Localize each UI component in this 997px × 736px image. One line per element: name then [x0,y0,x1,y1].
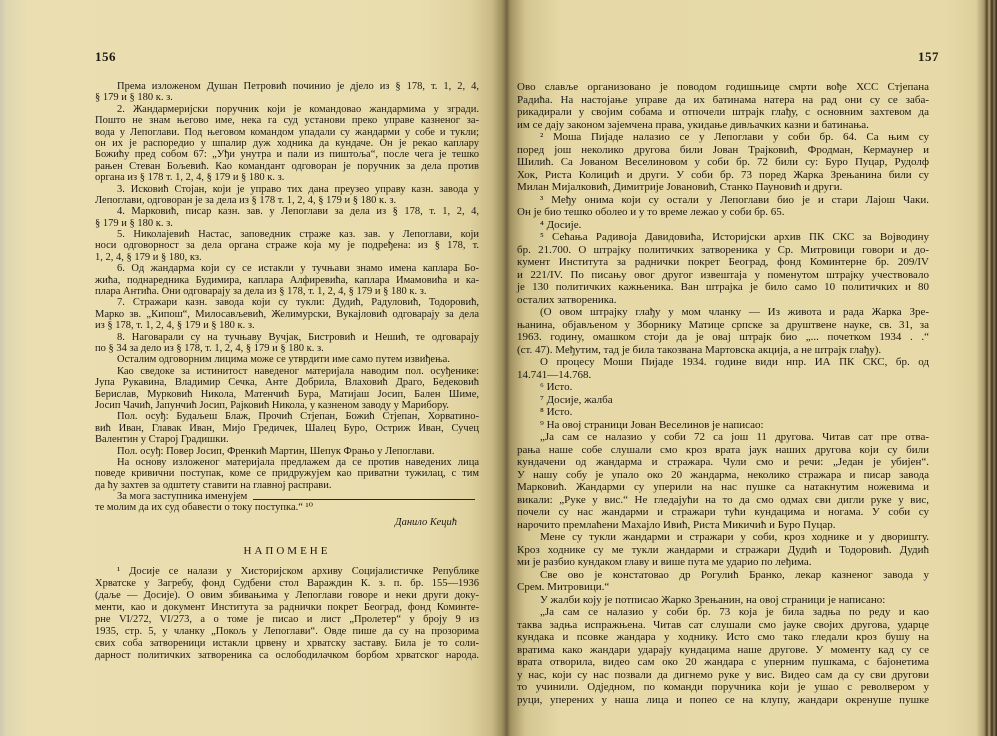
text-line: Кроз ходнике су ме тукли жандарми и стражари Дудић и Тодоровић. Дудић [517,543,929,556]
text-line: Милан Мијалковић, Димитрије Јовановић, Станко Пауновић и други. [517,181,843,193]
page-number: 157 [918,49,939,64]
text-line: осталих затвореника. [517,293,617,306]
paragraph [517,419,929,432]
blank-rule [253,499,475,500]
paragraph [95,446,479,457]
text-line: ⁵ Сећања Радивоја Давидовића, Историјски архив ПК СКС за Војводину [540,231,929,243]
text-line: „Ја сам се налазио у соби 72 са још 11 другова. Читав сат пре отва- [540,431,929,443]
text-line: 1935, стр. 5, у чланку „Покољ у Лепоглави“. Овде пише да су на прозорима [95,626,479,637]
text-line: Мене су тукли жандарми и стражари у соби, кроз ходнике и у дворишту. [540,531,929,543]
text-line: § 179 и § 180 к. з. [95,217,173,229]
text-line: рикадирали у својим собама и отпочели штрајк глађу, с основним захтевом да [517,106,929,118]
text-line: Пол. осуђ: Повер Јосип, Френкић Мартин, Шепук Фрањо у Лепоглави. [117,445,435,457]
paragraph [517,231,929,306]
text-line: таква задња испражњена. Читав сат слушали смо јауке својих другова, ударце [517,618,929,631]
text-line: Као сведоке за истинитост наведеног материјала наводим пол. осуђенике: [117,365,479,377]
text-line: је 130 политичких кажњеника. Ван штрајка је било само 10 политичких и 80 [517,281,929,293]
paragraph [517,356,929,381]
text-line: бр. 21.700. О штрајку политичких затвореника у Ср. Митровици говори и до- [517,243,929,256]
page-number: 156 [95,49,116,64]
paragraph [517,606,929,706]
text-line: из § 178, т. 1, 2, 4, § 179 и § 180 к. з. [95,320,255,332]
closing-block [95,491,479,529]
text-line: поведе кривични поступак, коме се придружујем као приватни тужилац, с тим [95,468,479,480]
paragraph [517,219,929,232]
text-line: 3. Исковић Стојан, који је управо тих дана преузео управу казн. завода у [117,183,479,195]
text-line: кундака и псовке жандара у ходнику. Исто смо тако гледали кроз бушу на [517,631,929,643]
text-line: ми је разбио кундаком главу и више пута ме ударио по леђима. [517,556,812,568]
closing-line-text: те молим да их суд обавести о току поступка.“ ¹⁰ [95,502,313,514]
right-page [506,0,997,736]
text-line: Према изложеном Душан Петровић починио је дјело из § 178, т. 1, 2, 4, [117,81,479,92]
paragraph [95,366,479,412]
text-line: рањен Стеван Бољевић. Као командант одговоран је поручник за дела против [95,160,479,172]
text-line: њанина, објављеном у Зборнику Матице српске за друштвене науке, св. 31, за [517,318,929,331]
paragraph [95,411,479,445]
text-line: нарочито премлаћени Махајло Ивић, Риста Микичић и Буро Пуцар. [517,518,836,531]
text-line: ⁹ На овој страници Јован Веселинов је написао: [540,418,764,431]
text-line: Берислав, Мурковић Никола, Матенчић Бура, Матијаш Јосип, Бален Шиме, [95,388,479,400]
text-line: по § 34 за дело из § 178, т. 1, 2, 4, § 179 и § 180 к. з. [95,342,324,354]
text-line: 14.741—14.768. [517,368,592,381]
text-line: 5. Николајевић Настас, заповедник страже каз. зав. у Лепоглави, који [117,229,479,241]
text-line: ⁸ Исто. [540,406,573,418]
paragraph [95,81,479,104]
text-line: ³ Међу онима који су остали у Лепоглави био је и стари Лајош Чаки. [540,193,929,206]
text-line: Срем. Митровици.“ [517,581,610,593]
footnotes-continued [517,81,929,706]
paragraph [517,131,929,194]
text-line: Хок, Риста Колицић и други. У соби бр. 73 поред Жарка Зрењанина били су [517,168,929,181]
paragraph [95,104,479,184]
text-line: „Ја сам се налазио у соби бр. 73 која је била задња по реду и као [540,606,929,618]
text-line: (ст. 47). Међутим, тад је била такозвана Мартовска акција, а не штрајк глађу). [517,343,882,356]
text-line: 1, 2, 4, § 179 и § 180, кз. [95,251,202,263]
text-line: рања наше собе слушали смо кроз врата јаук наших другова који су били [517,443,929,456]
text-line: менти, као и документ Института за раднички покрет Београд, фонд Коминте- [95,602,479,613]
text-line: то учинили. Одједном, по команди поручника који је ушао с револвером у [517,681,929,693]
text-line: 7. Стражари казн. завода који су тукли: Дудић, Радуловић, Тодоровић, [117,297,479,309]
text-line: да ћу захтев за одштету ставити на главној расправи. [95,479,332,491]
paragraph [95,332,479,355]
text-line: У жалби коју је потписао Жарко Зрењанин, на овој страници је написано: [540,593,886,606]
text-line: О процесу Моши Пијаде 1934. године види нпр. ИА ПК СКС, бр. од [540,356,929,368]
text-line: вратима како жандари ударају кундацима наше другове. У моменту кад су се [517,643,929,656]
text-line: Валентин у Старој Градишки. [95,434,229,446]
paragraph [517,569,929,594]
closing-line-text: За мога заступника именујем [117,491,248,503]
text-line: Ово славље организовано је поводом годишњице смрти вође ХСС Стјепана [517,81,929,93]
paragraph [517,81,929,131]
paragraph [517,194,929,219]
text-line: Марко зв. „Кипош“, Милосављевић, Желимурски, Вукајловић одговарају за дела [95,308,479,320]
text-line: им се дају законом зајемчена права, укидање дивљачких казни и батинања. [517,118,869,131]
text-line: носи одговорност за дела органа страже која му је подређена: из § 178, т. [95,240,479,252]
text-line: поред још неколико другова били Јован Трајковић, Фродман, Кермаунер и [517,143,929,156]
paragraph [517,431,929,531]
text-line: врата отворила, видео сам око 20 жандара с уперним пушкама, с бајонетима [517,656,929,668]
text-line: ⁴ Досије. [540,218,582,231]
text-line: руци, уперених у наша лица и попео се на клупу, жандари окренуше пушке [517,693,929,706]
text-line: Он је био тешко оболео и у то време лежао у соби бр. 65. [517,206,785,218]
text-line: § 179 и § 180 к. з. [95,92,173,104]
text-line: вода у Лепоглави. Под његовом командом упадали су жандарми у собе и тукли; [95,126,479,138]
text-line: свих соба затвореници истакли црвену и хрватску заставу. Била је то соли- [95,638,479,649]
text-line: Марковић. Жандарми су уперили на нас пушке са натакнутим ножевима и [517,481,929,493]
text-line: викали: „Руке у вис.“ Не гледајући на то да смо одмах сви дигли руке у вис, [517,493,929,506]
paragraph [517,306,929,356]
representative-line [95,491,479,502]
paragraph [95,566,479,662]
body-text [95,81,479,491]
text-line: Јосип Чачић, Јапунчић Јосип, Рајковић Никола, у казненом заводу у Марибору. [95,399,449,411]
text-line: дарност политичких затвореника са ослободилачком борбом хрватског народа. [95,650,479,661]
text-line: вић Иван, Главак Иван, Мијо Гредичек, Шалец Буро, Остриж Иван, Сучец [95,422,479,434]
text-line: 1963. годину, омашком стоји да је овај штрајк био „... почетком 1934 . .“ [517,331,929,343]
footnotes [95,566,479,662]
paragraph [517,594,929,607]
paragraph [95,354,479,365]
text-line: 2. Жандармеријски поручник који је командовао жандармима у згради. [117,103,479,115]
text-line: Лепоглави, одговоран је за дела из § 178 т. 1, 2, 4, § 179 и § 180 к. з. [95,194,397,206]
text-line: ⁶ Исто. [540,381,573,393]
text-line: рне VI/272, VI/273, а о томе је писао и лист „Пролетер“ у броју 9 из [95,614,479,625]
text-line: он их је распоредио у шпалир дуж ходника да кундаче. Он је рекао каплару [95,137,479,149]
text-line: и 221/IV. По писању овог другог извештаја у поменутом штрајку учествовало [517,268,929,281]
text-line: плара Антића. Они одговарају за дела из § 178, т. 1, 2, 4, § 179 и § 180 к. з. [95,286,427,298]
paragraph [95,263,479,297]
paragraph [517,381,929,394]
text-line: жића, поднаредника Будимира, каплара Алфиревића, каплара Имамовића и ка- [95,274,479,286]
text-line: На основу изложеног материјала предлажем да се против наведених лица [117,456,479,468]
text-line: 8. Наговарали су на тучњаву Вучјак, Бистровић и Нешић, те одговарају [117,331,479,343]
paragraph [95,206,479,229]
text-line: ² Моша Пијаде налазио се у Лепоглави у соби бр. 64. Са њим су [540,131,929,143]
paragraph [517,531,929,569]
signature: Данило Кецић [394,516,457,528]
text-line: 6. Од жандарма који су се истакли у тучњави знамо имена каплара Бо- [117,263,479,275]
text-line: у нас, који су нас позвали да дигнемо руке у вис. Видео сам да су сви другови [517,668,929,681]
text-line: Јупа Рукавина, Владимир Сечка, Анте Добрила, Влаховић Драго, Бедековић [95,377,479,389]
text-line: почели су нас жандарми и стражари тући кундацима и ногама. У соби су [517,506,929,518]
text-line: У нашу собу је упало око 20 жандарма, неколико стражара и писар завода [517,468,929,481]
text-line: Осталим одговорним лицима може се утврдити име само путем извиђења. [117,354,450,366]
text-line: органа из § 178 т. 1, 2, 4, § 179 и § 180 к. з. [95,172,285,184]
text-line: Пол. осуђ: Будаљеш Блаж, Прочић Стјепан, Божић Стјепан, Хорватино- [117,411,479,423]
text-line: (даље — Досије). О овим збивањима у Лепоглави говоре и неки други доку- [95,590,479,601]
text-line: Радића. На настојање управе да их батинама натера на рад они су се заба- [517,93,929,106]
main-text [95,81,479,529]
text-line: 4. Марковић, писар казн. зав. у Лепоглави за дела из § 178, т. 1, 2, 4, [117,206,479,218]
text-line: кумент Института за раднички покрет Београд, фонд Коминтерне бр. 209/IV [517,256,929,268]
text-line: Пошто не знам његово име, нека га суд установи преко управе казненог за- [95,115,479,127]
text-line: Божићу пред собом 67: „Уђи унутра и пали из пиштоља“, после чега је тешко [95,149,479,161]
text-line: Све ово је констатовао др Рогулић Бранко, лекар казненог завода у [540,568,929,581]
text-line: Хрватске у Загребу, фонд Судбени стол Вараждин К. з. п. бр. 155—1936 [95,578,479,589]
paragraph [517,394,929,407]
text-line: кундачени од жандарма и стражара. Чули смо и речи: „Један је убијен“. [517,456,929,468]
paragraph [95,184,479,207]
paragraph [95,229,479,263]
paragraph [517,406,929,419]
text-line: Шилић. Са Јованом Веселиновом у соби бр. 72 били су: Буро Пуцар, Рудолф [517,156,929,168]
text-line: ⁷ Досије, жалба [540,393,613,406]
paragraph [95,297,479,331]
notes-heading: НАПОМЕНЕ [243,545,331,557]
text-line: (О овом штрајку глађу у мом чланку — Из живота и рада Жарка Зре- [540,306,929,318]
text-line: ¹ Досије се налази у Хисторијском архиву Социјалистичке Републике [117,566,479,577]
paragraph [95,457,479,491]
